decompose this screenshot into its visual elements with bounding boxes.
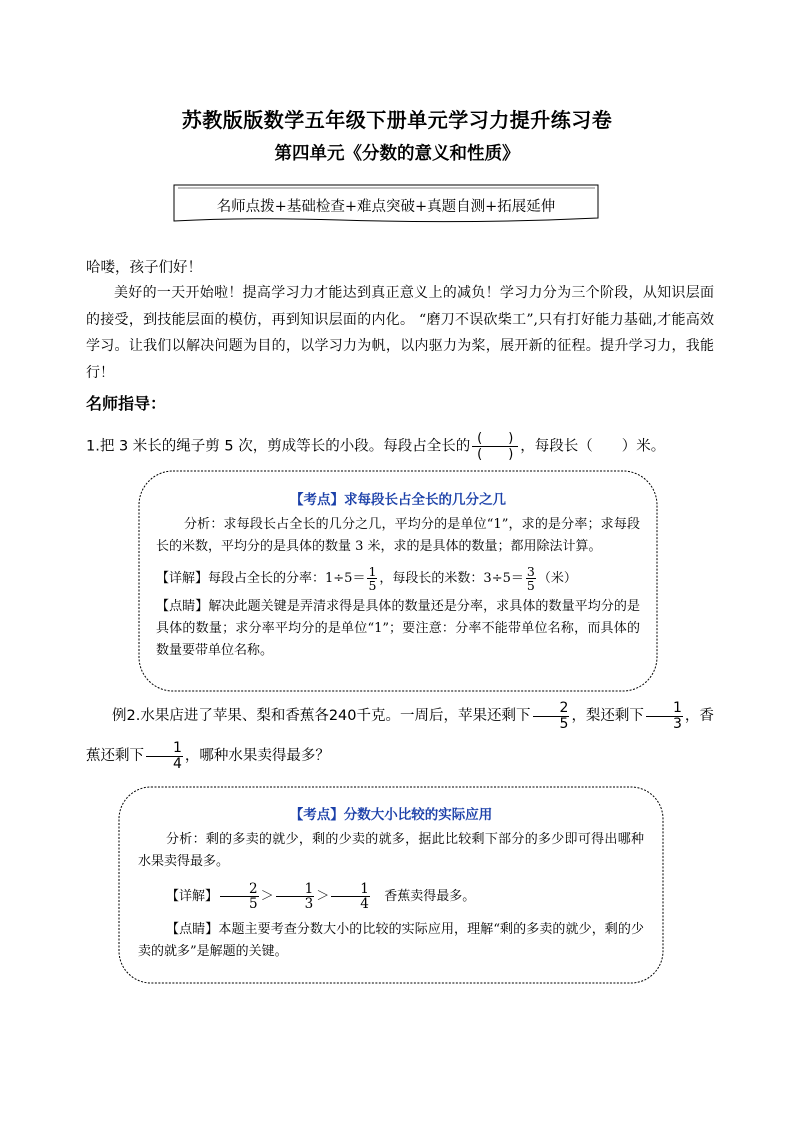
greater-than-sign: ＞: [260, 889, 274, 904]
intro-paragraph: 美好的一天开始啦！提高学习力才能达到真正意义上的减负！学习力分为三个阶段，从知识层面的接受，到技能层面的模仿，再到知识层面的内化。 “磨刀不误砍柴工”,只有打好能力基础,才能高效学习。让我们以解决问题为目的，以学习力为帆，以内驱力为桨，展开新的征程。提升学习力，我能行！: [86, 285, 714, 381]
box2-detail: [138, 879, 644, 915]
example-2-text-d: ，哪种水果卖得最多？: [184, 748, 330, 764]
numerator: 1: [360, 881, 369, 897]
numerator: 1: [173, 739, 182, 756]
box2-heading: 【考点】分数大小比较的实际应用: [289, 807, 493, 823]
denominator: 5: [249, 896, 258, 912]
fraction-1-3: [276, 882, 315, 911]
denominator: 4: [173, 755, 182, 772]
greeting: 哈喽，孩子们好！: [86, 260, 202, 276]
fraction-2-5: [533, 701, 570, 732]
question-1-text-b: ，每段长（ ）米。: [520, 438, 666, 455]
box1-unit: （米）: [537, 571, 577, 586]
explanation-box-1: [156, 489, 640, 662]
fraction-1-4: [331, 882, 370, 911]
blank-denominator: ( ): [477, 447, 514, 462]
numerator: 3: [526, 564, 535, 579]
box2-conclusion: 香蕉卖得最多。: [384, 889, 476, 904]
question-1: [86, 431, 665, 462]
denominator: 3: [304, 896, 314, 912]
box1-tip: 【点睛】解决此题关键是弄清求得是具体的数量还是分率，求具体的数量平均分的是具体的数量；求分率平均分的是单位“1”；要注意：分率不能带单位名称，而具体的数量要带单位名称。: [156, 599, 640, 658]
box1-detail: [156, 564, 640, 594]
denominator: 5: [526, 578, 535, 593]
box1-analysis: 分析：求每段长占全长的几分之几，平均分的是单位“1”，求的是分率；求每段长的米数，平均分的是具体的数量 3 米，求的是具体的数量；都用除法计算。: [156, 517, 640, 554]
answer-fraction-blank[interactable]: [472, 431, 518, 462]
denominator: 4: [360, 896, 369, 912]
box1-detail-mid: ，每段长的米数：: [379, 571, 484, 586]
explanation-box-2: [138, 804, 644, 963]
blank-numerator: ( ): [477, 431, 514, 446]
numerator: 1: [368, 564, 377, 579]
example-2-text-c: ，香蕉还剩下: [86, 708, 714, 764]
numerator: 1: [672, 699, 682, 716]
numerator: 2: [559, 699, 569, 716]
tagline: 名师点拨+基础检查+难点突破+真题自测+拓展延伸: [216, 199, 556, 215]
guide-heading: 名师指导：: [86, 394, 167, 413]
denominator: 5: [368, 578, 377, 593]
denominator: 3: [672, 715, 682, 732]
fraction-1-4: [146, 741, 183, 772]
box1-heading: 【考点】求每段长占全长的几分之几: [290, 492, 506, 508]
fraction-1-3: [646, 701, 683, 732]
page-subtitle: 第四单元《分数的意义和性质》: [274, 144, 520, 164]
denominator: 5: [559, 715, 569, 732]
box1-expr1: 1÷5＝: [325, 571, 366, 586]
greater-than-sign: ＞: [316, 889, 330, 904]
box1-expr2: 3÷5＝: [483, 571, 524, 586]
page-title: 苏教版版数学五年级下册单元学习力提升练习卷: [181, 108, 613, 132]
box1-detail-label: 【详解】每段占全长的分率：: [156, 571, 326, 586]
fraction-2-5: [220, 882, 259, 911]
example-2-text-b: ，梨还剩下: [571, 708, 644, 724]
example-2-text-a: 例2.水果店进了苹果、梨和香蕉各240千克。一周后，苹果还剩下: [112, 708, 531, 724]
box2-analysis: 分析：剩的多卖的就少，剩的少卖的就多，据此比较剩下部分的多少即可得出哪种水果卖得最多。: [138, 832, 644, 869]
example-2: [86, 696, 714, 776]
question-1-text-a: 1.把 3 米长的绳子剪 5 次，剪成等长的小段。每段占全长的: [86, 438, 471, 455]
box2-detail-label: 【详解】: [166, 889, 219, 904]
fraction-3-5: [526, 565, 536, 592]
box2-tip: 【点睛】本题主要考查分数大小的比较的实际应用，理解“剩的多卖的就少，剩的少卖的就多”是解题的关键。: [138, 922, 644, 959]
numerator: 1: [304, 881, 314, 897]
numerator: 2: [249, 881, 258, 897]
fraction-1-5: [367, 565, 377, 592]
